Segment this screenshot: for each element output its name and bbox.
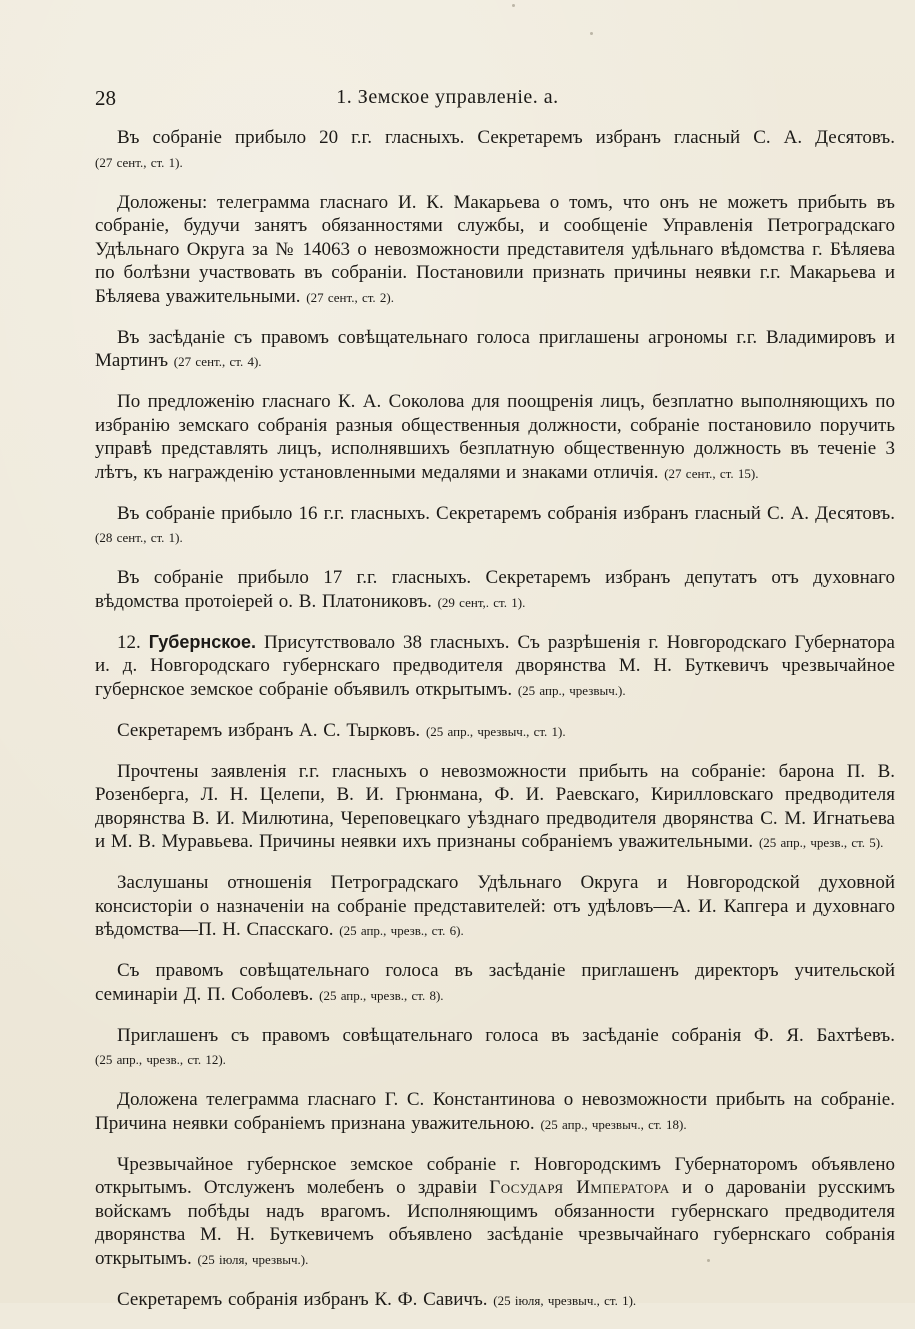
paragraph-text: Съ правомъ совѣщательнаго голоса въ засѣданіе приглашенъ директоръ учительской семинаріи Д. П. Соболевъ. [95, 960, 895, 1005]
paragraph [95, 502, 895, 550]
citation-ref: (28 сент., ст. 1). [95, 530, 183, 545]
paragraph [95, 390, 895, 485]
paragraph [95, 719, 895, 744]
paper-speck [707, 1259, 710, 1262]
document-body [95, 126, 895, 1329]
paragraph-text: Доложена телеграмма гласнаго Г. С. Константинова о невозможности прибыть на собраніе. Причина неявки собраніемъ признана уважительною. [95, 1089, 895, 1134]
paragraph [95, 1153, 895, 1272]
paragraph [95, 326, 895, 374]
paragraph [95, 1288, 895, 1313]
paragraph-text: Въ собраніе прибыло 17 г.г. гласныхъ. Секретаремъ избранъ депутатъ отъ духовнаго вѣдомства протоіерей о. В. Платониковъ. [95, 567, 895, 612]
citation-ref: (27 сент., ст. 15). [664, 465, 759, 481]
citation-ref: (25 апр., чрезвыч., ст. 18). [540, 1116, 687, 1132]
citation-ref: (27 сент., ст. 2). [306, 289, 394, 305]
paragraph-text: Прочтены заявленія г.г. гласныхъ о невозможности прибыть на собраніе: барона П. В. Розенберга, Л. Н. Целепи, В. И. Грюнмана, Ф. И. Раевскаго, Кирилловскаго предводителя дворянства В. И. Милютина, Череповецкаго уѣзднаго предводителя дворянства С. М. Игнатьева и М. В. Муравьева. Причины неявки ихъ признаны собраніемъ уважительными. [95, 760, 895, 852]
citation-ref: (25 іюля, чрезвыч., ст. 1). [493, 1292, 637, 1308]
section-number: 12. [117, 631, 141, 653]
paragraph-text: Присутствовало 38 гласныхъ. Съ разрѣшенія г. Новгородскаго Губернатора и. д. Новгородскаго губернскаго предводителя дворянства М. Н. Буткевичъ чрезвычайное губернское земское собраніе объявилъ открытымъ. [95, 631, 895, 700]
paragraph [95, 959, 895, 1007]
paragraph-text: Заслушаны отношенія Петроградскаго Удѣльнаго Округа и Новгородской духовной консисторіи о назначеніи на собраніе представителей: отъ удѣловъ—А. И. Капгера и духовнаго вѣдомства—П. Н. Спасскаго. [95, 872, 895, 940]
citation-ref: (27 сент., ст. 4). [173, 354, 262, 369]
paragraph-text: Въ собраніе прибыло 16 г.г. гласныхъ. Секретаремъ собранія избранъ гласный С. А. Десятовъ. [117, 502, 895, 524]
paper-speck [590, 32, 593, 35]
citation-ref: (25 апр., чрезв., ст. 12). [95, 1052, 226, 1067]
citation-ref: (25 апр., чрезв., ст. 6). [339, 923, 464, 938]
page-number: 28 [95, 86, 116, 110]
paper-speck [512, 4, 515, 7]
citation-ref: (27 сент., ст. 1). [95, 154, 183, 170]
emperor-title: Государя Императора [489, 1177, 670, 1198]
paragraph-text: Секретаремъ избранъ А. С. Тырковъ. [117, 719, 421, 741]
citation-ref: (25 іюля, чрезвыч.). [197, 1251, 309, 1267]
paragraph-text: Чрезвычайное губернское земское собраніе г. Новгородскимъ Губернаторомъ объявлено открытымъ. Отслуженъ молебенъ о здравіи [95, 1153, 895, 1198]
paragraph-text: По предложенію гласнаго К. А. Соколова для поощренія лицъ, безплатно выполняющихъ по избранію земскаго собранія разныя общественныя должности, собраніе постановило поручить управѣ представлять лицъ, исполнявшихъ безплатную общественную должность въ теченіе 3 лѣтъ, къ награжденію установленными медалями и знаками отличія. [95, 391, 895, 483]
running-title: 1. Земское управленіе. а. [336, 86, 559, 108]
paragraph [95, 760, 895, 855]
citation-ref: (25 апр., чрезв., ст. 8). [319, 987, 444, 1003]
paragraph [95, 191, 895, 310]
paragraph-text: Доложены: телеграмма гласнаго И. К. Макарьева о томъ, что онъ не можетъ прибыть въ собраніе, будучи занятъ обязанностями службы, и сообщеніе Управленія Петроградскаго Удѣльнаго Округа за № 14063 о невозможности представителя удѣльнаго вѣдомства г. Бѣляева по болѣзни участвовать въ собраніи. Постановили признать причины неявки г.г. Макарьева и Бѣляева уважительными. [95, 191, 895, 307]
section-paragraph [95, 631, 895, 703]
paragraph-text: Приглашенъ съ правомъ совѣщательнаго голоса въ засѣданіе собранія Ф. Я. Бахтѣевъ. [117, 1024, 895, 1046]
paragraph [95, 566, 895, 614]
paragraph [95, 1024, 895, 1072]
paragraph-text: Въ собраніе прибыло 20 г.г. гласныхъ. Секретаремъ избранъ гласный С. А. Десятовъ. [117, 127, 895, 148]
paragraph [95, 126, 895, 174]
paragraph-text: и о дарованіи русскимъ войскамъ побѣды надъ врагомъ. Исполняющимъ обязанности губернскаго предводителя дворянства М. Н. Буткевичемъ объявлено засѣданіе чрезвычайнаго губернскаго собранія открытымъ. [95, 1177, 896, 1269]
section-heading: Губернское. [148, 631, 257, 652]
citation-ref: (25 апр., чрезвыч., ст. 1). [425, 723, 566, 739]
paragraph-text: Въ засѣданіе съ правомъ совѣщательнаго голоса приглашены агрономы г.г. Владимировъ и Мартинъ [95, 326, 895, 371]
paragraph-text: Секретаремъ собранія избранъ К. Ф. Савичъ. [117, 1288, 488, 1310]
citation-ref: (25 апр., чрезвыч.). [517, 682, 626, 698]
paragraph [95, 871, 895, 943]
paragraph [95, 1088, 895, 1136]
citation-ref: (25 апр., чрезв., ст. 5). [758, 835, 884, 850]
citation-ref: (29 сент,. ст. 1). [437, 594, 526, 610]
page-header [95, 86, 800, 114]
